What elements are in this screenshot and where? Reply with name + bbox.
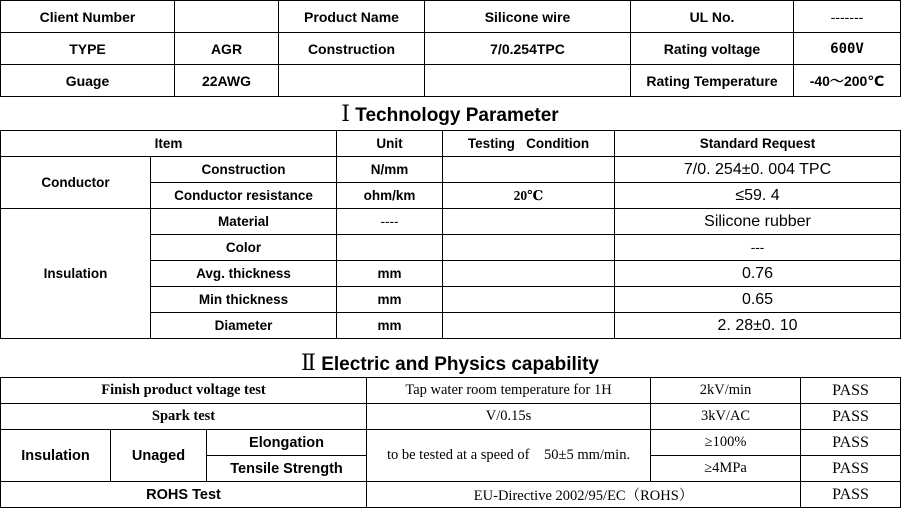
finish-voltage-value: 2kV/min [651, 378, 801, 404]
tech-header-row [1, 131, 901, 157]
table-row [1, 404, 901, 430]
row-unit: ohm/km [337, 183, 443, 209]
row-item: Construction [151, 157, 337, 183]
type-label: TYPE [1, 33, 175, 65]
row-condition [443, 235, 615, 261]
row-standard: 0.65 [615, 287, 901, 313]
construction-label: Construction [279, 33, 425, 65]
rohs-condition: EU-Directive 2002/95/EC（ROHS） [367, 482, 801, 508]
header-row-type [1, 33, 901, 65]
row-item: Color [151, 235, 337, 261]
spark-item: Spark test [1, 404, 367, 430]
guage-value: 22AWG [175, 65, 279, 97]
ul-no-value: ------- [794, 1, 901, 33]
rohs-result: PASS [801, 482, 901, 508]
row-condition [443, 157, 615, 183]
row-unit: N/mm [337, 157, 443, 183]
header-row-guage [1, 65, 901, 97]
elongation-item: Elongation [207, 430, 367, 456]
finish-voltage-item: Finish product voltage test [1, 378, 367, 404]
client-number-label: Client Number [1, 1, 175, 33]
row-item: Avg. thickness [151, 261, 337, 287]
finish-voltage-condition: Tap water room temperature for 1H [367, 378, 651, 404]
header-empty-cell [425, 65, 631, 97]
tensile-value: ≥4MPa [651, 456, 801, 482]
row-unit: ---- [337, 209, 443, 235]
row-standard: ≤59. 4 [615, 183, 901, 209]
row-unit: mm [337, 287, 443, 313]
row-condition [443, 261, 615, 287]
tensile-result: PASS [801, 456, 901, 482]
row-standard: 0.76 [615, 261, 901, 287]
tensile-item: Tensile Strength [207, 456, 367, 482]
row-item: Min thickness [151, 287, 337, 313]
row-unit [337, 235, 443, 261]
insulation-group-label: Insulation [1, 209, 151, 339]
spark-condition: V/0.15s [367, 404, 651, 430]
section-title-text: Technology Parameter [355, 105, 559, 126]
finish-voltage-result: PASS [801, 378, 901, 404]
rating-temperature-value: -40～200℃ [794, 65, 901, 97]
row-condition [443, 287, 615, 313]
table-row [1, 378, 901, 404]
section-numeral: Ⅱ [301, 350, 316, 375]
unaged-label: Unaged [111, 430, 207, 482]
row-condition [443, 209, 615, 235]
table-row [1, 157, 901, 183]
row-item: Material [151, 209, 337, 235]
table-row [1, 430, 901, 456]
type-value: AGR [175, 33, 279, 65]
product-name-label: Product Name [279, 1, 425, 33]
col-standard-request: Standard Request [615, 131, 901, 157]
product-header-table [0, 0, 901, 97]
section-title-text: Electric and Physics capability [321, 354, 599, 375]
row-unit: mm [337, 313, 443, 339]
row-item: Diameter [151, 313, 337, 339]
row-condition: 20℃ [443, 183, 615, 209]
tensile-test-condition: to be tested at a speed of 50±5 mm/min. [367, 430, 651, 482]
electric-section-title [0, 349, 900, 377]
insulation-group-label: Insulation [1, 430, 111, 482]
technology-section-title [0, 99, 900, 129]
technology-parameter-table [0, 130, 901, 339]
col-item: Item [1, 131, 337, 157]
col-unit: Unit [337, 131, 443, 157]
elongation-value: ≥100% [651, 430, 801, 456]
header-row-client [1, 1, 901, 33]
rohs-item: ROHS Test [1, 482, 367, 508]
electric-physics-table [0, 377, 901, 508]
elongation-result: PASS [801, 430, 901, 456]
product-name-value: Silicone wire [425, 1, 631, 33]
row-unit: mm [337, 261, 443, 287]
table-row [1, 209, 901, 235]
rating-voltage-value: 600V [794, 33, 901, 65]
table-row [1, 482, 901, 508]
row-standard: 2. 28±0. 10 [615, 313, 901, 339]
rating-voltage-label: Rating voltage [631, 33, 794, 65]
spark-result: PASS [801, 404, 901, 430]
row-standard: 7/0. 254±0. 004 TPC [615, 157, 901, 183]
row-condition [443, 313, 615, 339]
rating-temperature-label: Rating Temperature [631, 65, 794, 97]
col-testing-condition: Testing Condition [443, 131, 615, 157]
row-standard: --- [615, 235, 901, 261]
client-number-value [175, 1, 279, 33]
row-standard: Silicone rubber [615, 209, 901, 235]
header-empty-cell [279, 65, 425, 97]
conductor-group-label: Conductor [1, 157, 151, 209]
guage-label: Guage [1, 65, 175, 97]
row-item: Conductor resistance [151, 183, 337, 209]
construction-value: 7/0.254TPC [425, 33, 631, 65]
spark-value: 3kV/AC [651, 404, 801, 430]
section-numeral: Ⅰ [341, 101, 350, 126]
ul-no-label: UL No. [631, 1, 794, 33]
